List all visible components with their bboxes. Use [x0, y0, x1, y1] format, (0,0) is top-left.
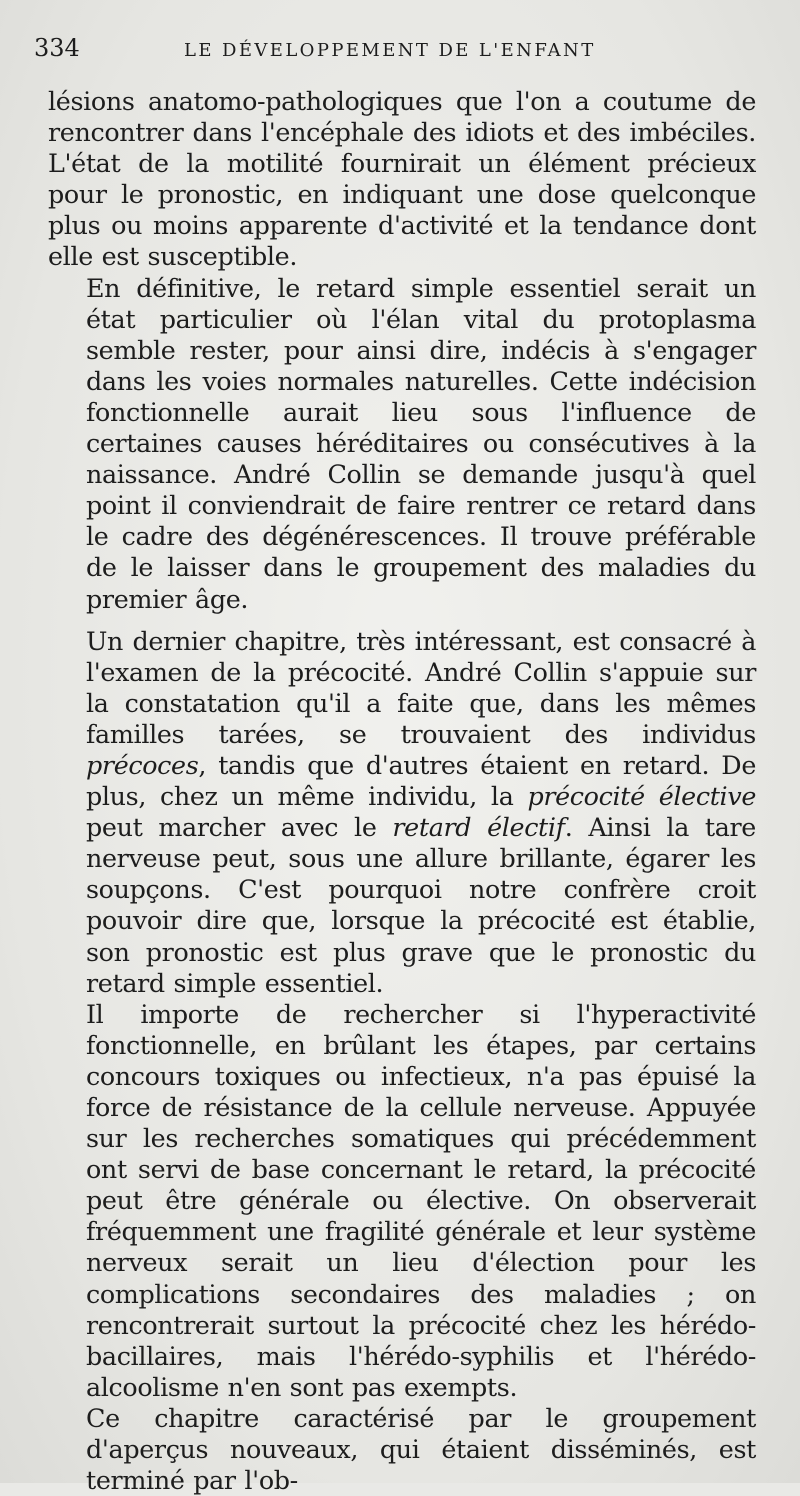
- paragraph-3-part-2: , tandis que d'autres étaient en retard. De plus, chez un même individu, la: [86, 749, 756, 812]
- italic-precoces: précoces: [86, 749, 199, 780]
- paragraph-5: Ce chapitre caractérisé par le groupement d'aperçus nouveaux, qui étaient disséminés, est terminé par l'ob-: [86, 1402, 756, 1496]
- paragraph-2: En définitive, le retard simple essentiel serait un état particulier où l'élan vital du protoplasma semble rester, pour ainsi dire, indécis à s'engager dans les voies normales naturelles. Cette indécision fonctionnelle aurait lieu sous l'influence de certaines causes héréditaires ou consécutives à la naissance. André Collin se demande jusqu'à quel point il conviendrait de faire rentrer ce retard dans le cadre des dégénérescences. Il trouve préférable de le laisser dans le groupement des maladies du premier âge.: [86, 272, 756, 614]
- body-text: [48, 86, 756, 1496]
- paragraph-3-part-4: . Ainsi la tare nerveuse peut, sous une allure brillante, égarer les soupçons. C'est pourquoi notre confrère croit pouvoir dire que, lorsque la précocité est établie, son pronostic est plus grave que le pronostic du retard simple essentiel.: [86, 812, 756, 998]
- paragraph-4: Il importe de rechercher si l'hyperactivité fonctionnelle, en brûlant les étapes, par certains concours toxiques ou infectieux, n'a pas épuisé la force de résistance de la cellule nerveuse. Appuyée sur les recherches somatiques qui précédemment ont servi de base concernant le retard, la précocité peut être générale ou élective. On observerait fréquemment une fragilité générale et leur système nerveux serait un lieu d'élection pour les complications secondaires des maladies ; on rencontrerait surtout la précocité chez les hérédo-bacillaires, mais l'hérédo-syphilis et l'hérédo-alcoolisme n'en sont pas exempts.: [86, 998, 756, 1402]
- italic-retard-electif: retard électif: [392, 812, 565, 843]
- page-header: [34, 34, 756, 86]
- running-title: LE DÉVELOPPEMENT DE L'ENFANT: [184, 40, 596, 61]
- paragraph-3: [48, 626, 756, 999]
- paragraph-3-part-3: peut marcher avec le: [86, 812, 377, 843]
- page-number: 334: [34, 34, 80, 62]
- italic-precocite-elective: précocité élective: [527, 781, 756, 812]
- paragraph-1: lésions anatomo-pathologiques que l'on a coutume de rencontrer dans l'encéphale des idiots et des imbéciles. L'état de la motilité fournirait un élément précieux pour le pronostic, en indiquant une dose quelconque plus ou moins apparente d'activité et la tendance dont elle est susceptible.: [48, 86, 756, 272]
- paragraph-3-part-1: Un dernier chapitre, très intéressant, est consacré à l'examen de la précocité. André Collin s'appuie sur la constatation qu'il a faite que, dans les mêmes familles tarées, se trouvaient des individus: [86, 625, 756, 749]
